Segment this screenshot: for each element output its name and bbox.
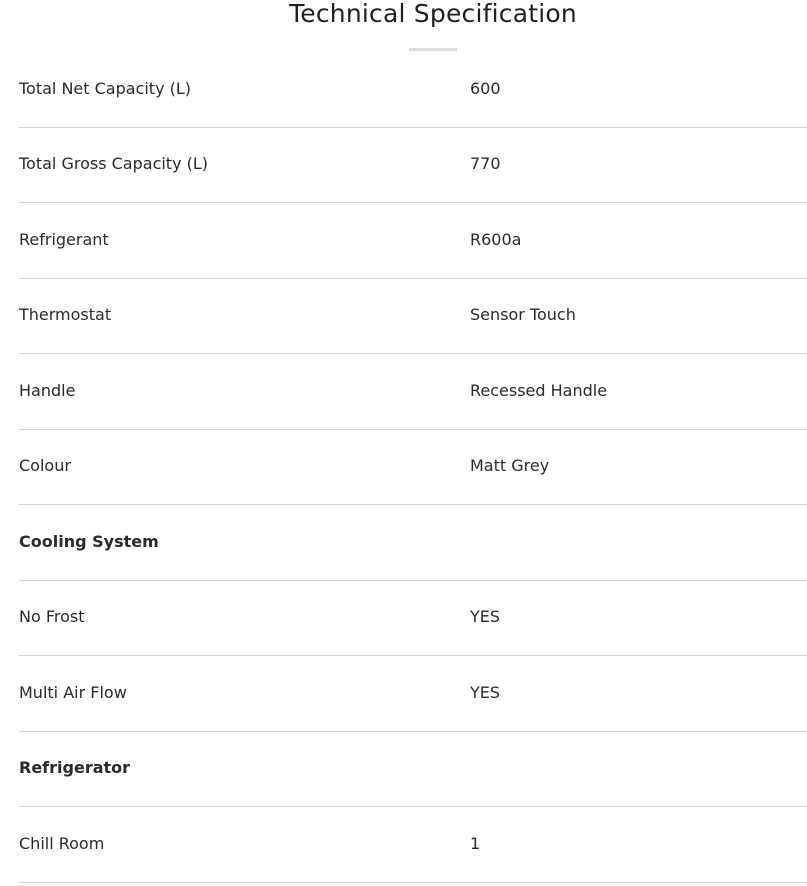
spec-value: 770 xyxy=(470,154,501,173)
spec-row-total-gross-capacity xyxy=(19,128,807,204)
spec-label: Refrigerant xyxy=(19,229,109,249)
spec-row-no-frost xyxy=(19,581,807,657)
spec-label: Chill Room xyxy=(19,833,105,853)
spec-label: Total Net Capacity (L) xyxy=(19,78,192,98)
spec-row-total-net-capacity xyxy=(19,52,807,128)
title-underline xyxy=(409,48,457,51)
spec-value: 1 xyxy=(470,833,481,853)
spec-label: Total Gross Capacity (L) xyxy=(19,154,209,173)
spec-row-thermostat xyxy=(19,279,807,355)
spec-value: R600a xyxy=(470,229,522,249)
spec-label: Multi Air Flow xyxy=(19,682,127,702)
spec-label: No Frost xyxy=(19,607,85,626)
spec-label: Thermostat xyxy=(19,305,112,324)
spec-label: Colour xyxy=(19,456,71,475)
spec-value: YES xyxy=(470,682,501,702)
spec-value: Sensor Touch xyxy=(470,305,576,324)
spec-row-refrigerant xyxy=(19,203,807,279)
spec-value: YES xyxy=(470,607,501,626)
spec-list xyxy=(19,52,807,883)
spec-row-multi-air-flow xyxy=(19,656,807,732)
section-heading: Refrigerator xyxy=(19,758,131,777)
spec-row-handle xyxy=(19,354,807,430)
spec-section-refrigerator xyxy=(19,732,807,808)
spec-value: Recessed Handle xyxy=(470,380,608,400)
spec-row-chill-room xyxy=(19,807,807,883)
spec-label: Handle xyxy=(19,380,76,400)
spec-section-cooling-system xyxy=(19,505,807,581)
section-heading: Cooling System xyxy=(19,531,159,551)
spec-value: 600 xyxy=(470,78,501,98)
page-title: Technical Specification xyxy=(289,0,577,28)
spec-row-colour xyxy=(19,430,807,506)
spec-value: Matt Grey xyxy=(470,456,550,475)
